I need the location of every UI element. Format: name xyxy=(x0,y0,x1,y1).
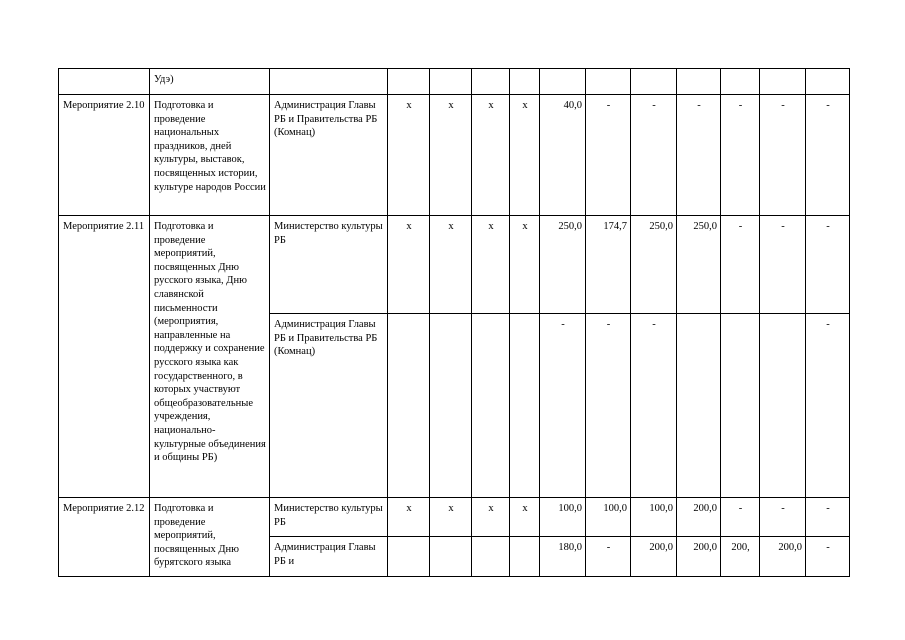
code-cell: х xyxy=(388,216,430,314)
executor-cell: Администрация Главы РБ и Правительства РБ (Комнац) xyxy=(270,314,388,498)
value-cell: 250,0 xyxy=(540,216,586,314)
value-cell: - xyxy=(721,498,760,537)
code-cell: х xyxy=(388,95,430,216)
table-row xyxy=(59,216,850,314)
value-cell: 200,0 xyxy=(677,498,721,537)
code-cell: х xyxy=(510,95,540,216)
executor-cell: Администрация Главы РБ и Правительства РБ (Комнац) xyxy=(270,95,388,216)
event-cell: Мероприятие 2.12 xyxy=(59,498,150,577)
value-cell: - xyxy=(806,537,850,577)
code-cell: х xyxy=(472,216,510,314)
value-cell: 174,7 xyxy=(586,216,631,314)
value-cell: - xyxy=(721,216,760,314)
value-cell: - xyxy=(631,95,677,216)
value-cell: - xyxy=(540,314,586,498)
value-cell: - xyxy=(806,95,850,216)
event-name-cell: Подготовка и проведение мероприятий, посвященных Дню русского языка, Дню славянской письменности (мероприятия, направленные на поддержку и сохранение русского языка как государственного, в которых участвуют общеобразовательные учреждения, национально-культурные объединения и общины РБ) xyxy=(150,216,270,498)
code-cell: х xyxy=(388,498,430,537)
value-cell: - xyxy=(806,216,850,314)
value-cell: 200, xyxy=(721,537,760,577)
event-cell: Мероприятие 2.10 xyxy=(59,95,150,216)
value-cell: - xyxy=(631,314,677,498)
value-cell: - xyxy=(806,498,850,537)
value-cell: - xyxy=(586,95,631,216)
value-cell: - xyxy=(760,95,806,216)
code-cell: х xyxy=(510,498,540,537)
value-cell: - xyxy=(721,95,760,216)
value-cell: - xyxy=(677,95,721,216)
executor-cell: Министерство культуры РБ xyxy=(270,498,388,537)
value-cell: - xyxy=(760,216,806,314)
value-cell: 100,0 xyxy=(540,498,586,537)
value-cell: 200,0 xyxy=(631,537,677,577)
table-row xyxy=(59,498,850,537)
program-table xyxy=(58,68,850,577)
table-row xyxy=(59,69,850,95)
value-cell: 180,0 xyxy=(540,537,586,577)
value-cell: 100,0 xyxy=(586,498,631,537)
value-cell: - xyxy=(806,314,850,498)
code-cell: х xyxy=(430,216,472,314)
value-cell: 200,0 xyxy=(677,537,721,577)
event-cell: Мероприятие 2.11 xyxy=(59,216,150,498)
value-cell: 250,0 xyxy=(631,216,677,314)
event-name-cell: Подготовка и проведение национальных праздников, дней культуры, выставок, посвященных истории, культуре народов России xyxy=(150,95,270,216)
code-cell: х xyxy=(430,95,472,216)
executor-cell xyxy=(270,69,388,95)
executor-cell: Министерство культуры РБ xyxy=(270,216,388,314)
value-cell: 200,0 xyxy=(760,537,806,577)
executor-cell: Администрация Главы РБ и xyxy=(270,537,388,577)
value-cell: 100,0 xyxy=(631,498,677,537)
value-cell: - xyxy=(586,537,631,577)
code-cell: х xyxy=(430,498,472,537)
value-cell: - xyxy=(760,498,806,537)
code-cell: х xyxy=(510,216,540,314)
event-name-cell: Удэ) xyxy=(150,69,270,95)
code-cell: х xyxy=(472,498,510,537)
value-cell: 40,0 xyxy=(540,95,586,216)
event-cell xyxy=(59,69,150,95)
value-cell: 250,0 xyxy=(677,216,721,314)
event-name-cell: Подготовка и проведение мероприятий, посвященных Дню бурятского языка xyxy=(150,498,270,577)
code-cell: х xyxy=(472,95,510,216)
table-row xyxy=(59,95,850,216)
value-cell: - xyxy=(586,314,631,498)
